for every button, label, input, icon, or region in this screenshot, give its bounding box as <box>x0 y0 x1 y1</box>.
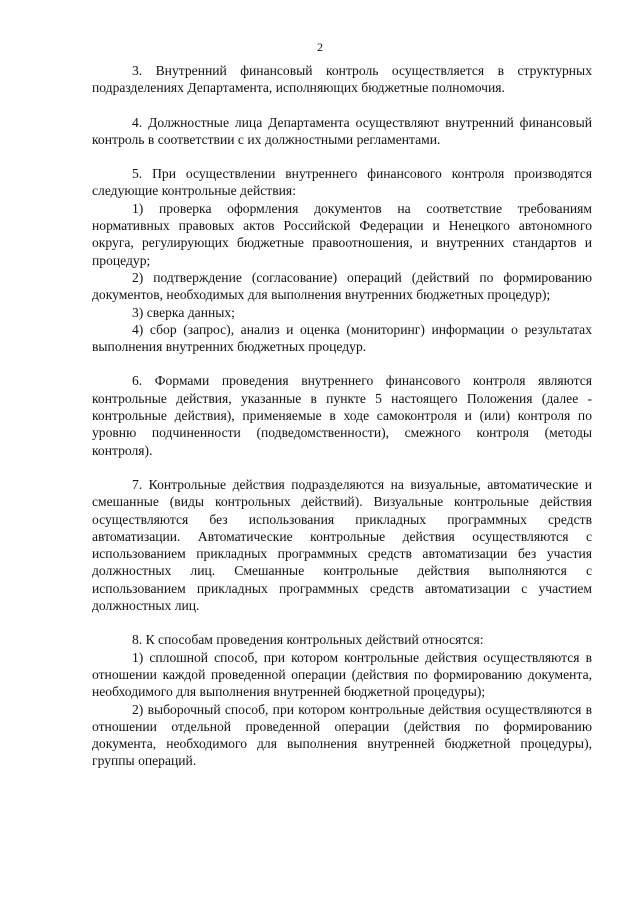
paragraph-6: 6. Формами проведения внутреннего финансового контроля являются контрольные действия, указанные в пункте 5 настоящего Положения (далее - контрольные действия), применяемые в ходе самоконтроля и (или) контроля по уровню подчиненности (подведомственности), смежного контроля (методы контроля). <box>92 373 592 458</box>
paragraph-8-item-2: 2) выборочный способ, при котором контрольные действия осуществляются в отношении отдельной проведенной операции (действия по формированию документа, необходимого для выполнения внутренней бюджетной процедуры), группы операций. <box>92 701 592 769</box>
paragraph-8: 8. К способам проведения контрольных действий относятся: <box>132 632 484 648</box>
paragraph-8-item-1: 1) сплошной способ, при котором контрольные действия осуществляются в отношении каждой проведенной операции (действия по формированию документа, необходимого для выполнения внутренней бюджетной процедуры); <box>92 649 592 700</box>
paragraph-3: 3. Внутренний финансовый контроль осуществляется в структурных подразделениях Департамента, исполняющих бюджетные полномочия. <box>92 63 592 96</box>
paragraph-5-item-3: 3) сверка данных; <box>132 304 235 320</box>
document-body <box>92 62 592 770</box>
paragraph-7: 7. Контрольные действия подразделяются на визуальные, автоматические и смешанные (виды контрольных действий). Визуальные контрольные действия осуществляются без использования прикладных программных средств автоматизации. Автоматические контрольные действия осуществляются с использованием прикладных программных средств автоматизации без участия должностных лиц. Смешанные контрольные действия выполняются с использованием прикладных программных средств автоматизации с участием должностных лиц. <box>92 476 592 614</box>
paragraph-5-item-1: 1) проверка оформления документов на соответствие требованиям нормативных правовых актов Российской Федерации и Ненецкого автономного округа, регулирующих бюджетные правоотношения, и внутренних стандартов и процедур; <box>92 200 592 268</box>
paragraph-5: 5. При осуществлении внутреннего финансового контроля производятся следующие контрольные действия: <box>92 166 592 199</box>
paragraph-5-item-4: 4) сбор (запрос), анализ и оценка (мониторинг) информации о результатах выполнения внутренних бюджетных процедур. <box>92 321 592 355</box>
page-number: 2 <box>317 40 323 54</box>
paragraph-4: 4. Должностные лица Департамента осуществляют внутренний финансовый контроль в соответствии с их должностными регламентами. <box>92 114 592 147</box>
paragraph-5-item-2: 2) подтверждение (согласование) операций (действий по формированию документов, необходимых для выполнения внутренних бюджетных процедур); <box>92 269 592 303</box>
